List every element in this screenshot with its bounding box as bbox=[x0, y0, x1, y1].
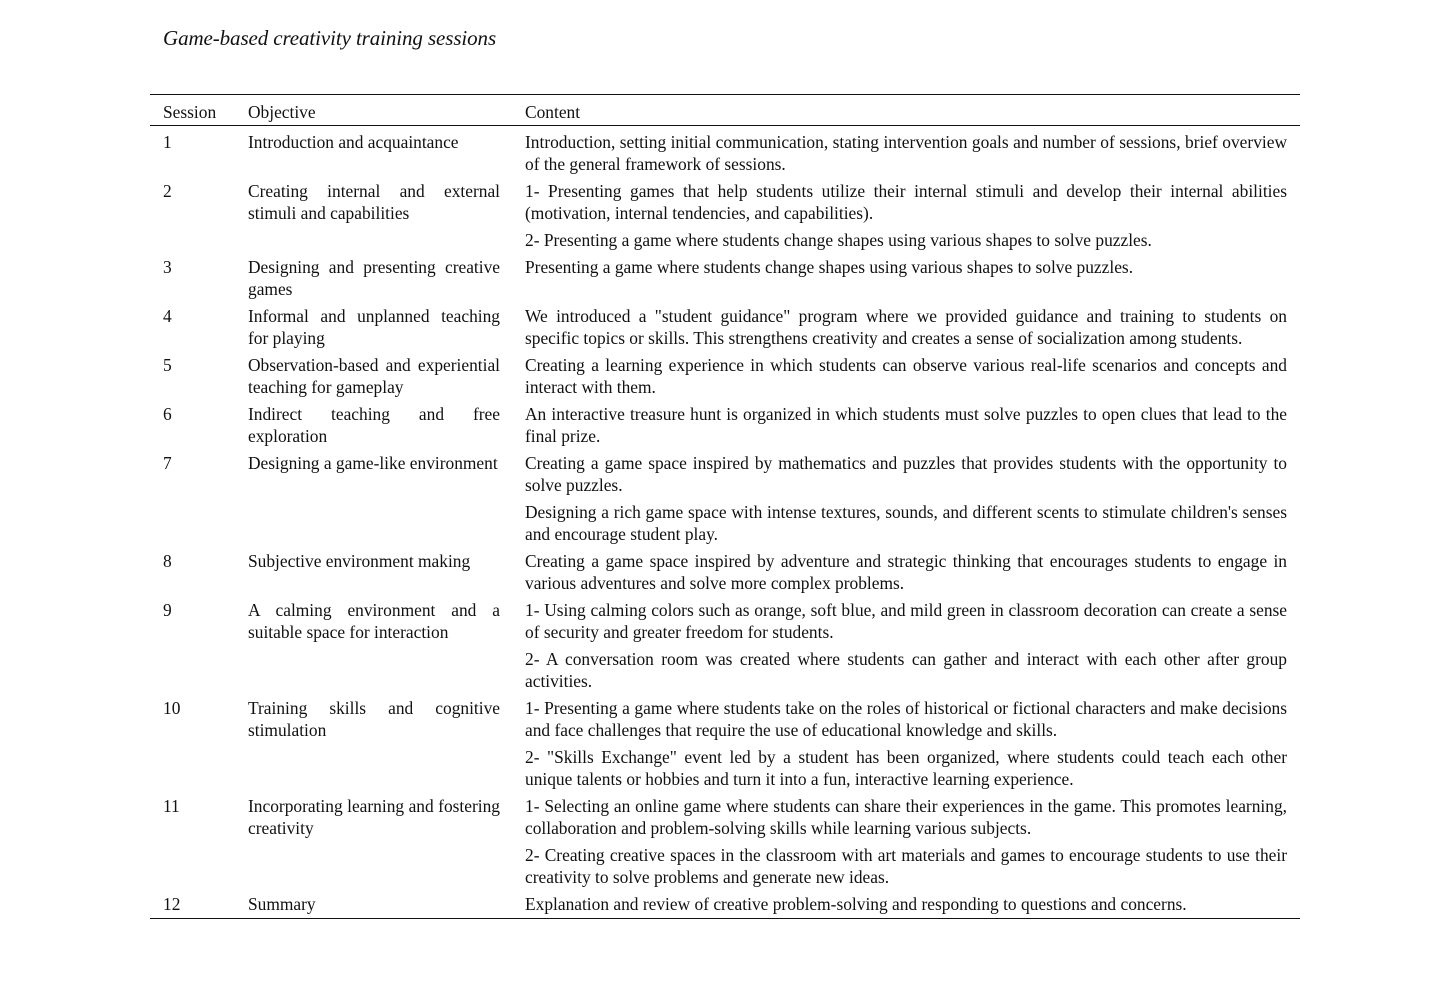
session-objective: Creating internal and external stimuli and capabilities bbox=[248, 181, 500, 223]
session-objective: A calming environment and a suitable space for interaction bbox=[248, 600, 500, 642]
session-objective: Observation-based and experiential teaching for gameplay bbox=[248, 355, 500, 397]
session-number: 10 bbox=[163, 698, 181, 718]
table-row bbox=[150, 300, 1300, 349]
session-content bbox=[525, 126, 1300, 176]
session-content bbox=[525, 251, 1300, 300]
content-paragraph: Creating a game space inspired by adventure and strategic thinking that encourages students to engage in various adventures and solve more complex problems. bbox=[525, 551, 1287, 593]
table-row bbox=[150, 398, 1300, 447]
content-paragraph: Designing a rich game space with intense textures, sounds, and different scents to stimulate children's senses and encourage student play. bbox=[525, 502, 1287, 544]
table-row bbox=[150, 349, 1300, 398]
session-content bbox=[525, 594, 1300, 692]
session-number: 2 bbox=[163, 181, 172, 201]
session-number: 4 bbox=[163, 306, 172, 326]
content-paragraph: Creating a learning experience in which students can observe various real-life scenarios and concepts and interact with them. bbox=[525, 355, 1287, 397]
session-objective: Training skills and cognitive stimulation bbox=[248, 698, 500, 740]
table-row bbox=[150, 594, 1300, 692]
content-paragraph: 1- Presenting games that help students utilize their internal stimuli and develop their internal abilities (motivation, internal tendencies, and capabilities). bbox=[525, 181, 1287, 223]
table-row bbox=[150, 790, 1300, 888]
session-content bbox=[525, 349, 1300, 398]
session-objective: Indirect teaching and free exploration bbox=[248, 404, 500, 446]
sessions-table bbox=[150, 95, 1300, 918]
session-objective: Designing a game-like environment bbox=[248, 453, 498, 473]
session-objective: Informal and unplanned teaching for playing bbox=[248, 306, 500, 348]
table-row bbox=[150, 251, 1300, 300]
session-number: 9 bbox=[163, 600, 172, 620]
session-content bbox=[525, 300, 1300, 349]
header-objective: Objective bbox=[248, 95, 525, 126]
session-number: 5 bbox=[163, 355, 172, 375]
session-objective: Summary bbox=[248, 894, 316, 914]
content-paragraph: We introduced a "student guidance" program where we provided guidance and training to students on specific topics or skills. This strengthens creativity and creates a sense of socialization among students. bbox=[525, 306, 1287, 348]
session-number: 7 bbox=[163, 453, 172, 473]
content-paragraph: Creating a game space inspired by mathematics and puzzles that provides students with the opportunity to solve puzzles. bbox=[525, 453, 1287, 495]
content-paragraph: 2- Creating creative spaces in the classroom with art materials and games to encourage students to use their creativity to solve problems and generate new ideas. bbox=[525, 845, 1287, 887]
session-number: 1 bbox=[163, 132, 172, 152]
content-paragraph: 1- Selecting an online game where students can share their experiences in the game. This promotes learning, collaboration and problem-solving skills while learning various subjects. bbox=[525, 796, 1287, 838]
sessions-table-container bbox=[150, 94, 1300, 919]
content-paragraph: Presenting a game where students change shapes using various shapes to solve puzzles. bbox=[525, 257, 1134, 277]
table-row bbox=[150, 888, 1300, 918]
table-row bbox=[150, 692, 1300, 790]
content-paragraph: 2- "Skills Exchange" event led by a student has been organized, where students could teach each other unique talents or hobbies and turn it into a fun, interactive learning experience. bbox=[525, 747, 1287, 789]
content-paragraph: Introduction, setting initial communication, stating intervention goals and number of sessions, brief overview of the general framework of sessions. bbox=[525, 132, 1287, 174]
table-row bbox=[150, 447, 1300, 545]
session-objective: Incorporating learning and fostering creativity bbox=[248, 796, 500, 838]
content-paragraph: An interactive treasure hunt is organized in which students must solve puzzles to open clues that lead to the final prize. bbox=[525, 404, 1287, 446]
content-paragraph: 2- A conversation room was created where students can gather and interact with each other after group activities. bbox=[525, 649, 1287, 691]
content-paragraph: 1- Presenting a game where students take on the roles of historical or fictional characters and make decisions and face challenges that require the use of educational knowledge and skills. bbox=[525, 698, 1287, 740]
session-objective: Designing and presenting creative games bbox=[248, 257, 500, 299]
session-content bbox=[525, 175, 1300, 251]
header-content: Content bbox=[525, 95, 1300, 126]
session-content bbox=[525, 888, 1300, 918]
session-objective: Introduction and acquaintance bbox=[248, 132, 459, 152]
content-paragraph: Explanation and review of creative problem-solving and responding to questions and concerns. bbox=[525, 894, 1187, 914]
content-paragraph: 2- Presenting a game where students change shapes using various shapes to solve puzzles. bbox=[525, 230, 1152, 250]
session-content bbox=[525, 790, 1300, 888]
session-content bbox=[525, 398, 1300, 447]
table-caption: Game-based creativity training sessions bbox=[163, 26, 497, 50]
table-row bbox=[150, 175, 1300, 251]
session-content bbox=[525, 447, 1300, 545]
session-number: 11 bbox=[163, 796, 180, 816]
table-row bbox=[150, 126, 1300, 176]
table-row bbox=[150, 545, 1300, 594]
session-objective: Subjective environment making bbox=[248, 551, 471, 571]
table-header-row bbox=[150, 95, 1300, 126]
header-session: Session bbox=[150, 95, 248, 126]
session-number: 8 bbox=[163, 551, 172, 571]
session-number: 12 bbox=[163, 894, 181, 914]
content-paragraph: 1- Using calming colors such as orange, soft blue, and mild green in classroom decoration can create a sense of security and greater freedom for students. bbox=[525, 600, 1287, 642]
session-number: 6 bbox=[163, 404, 172, 424]
session-content bbox=[525, 545, 1300, 594]
table-body bbox=[150, 126, 1300, 919]
session-number: 3 bbox=[163, 257, 172, 277]
session-content bbox=[525, 692, 1300, 790]
